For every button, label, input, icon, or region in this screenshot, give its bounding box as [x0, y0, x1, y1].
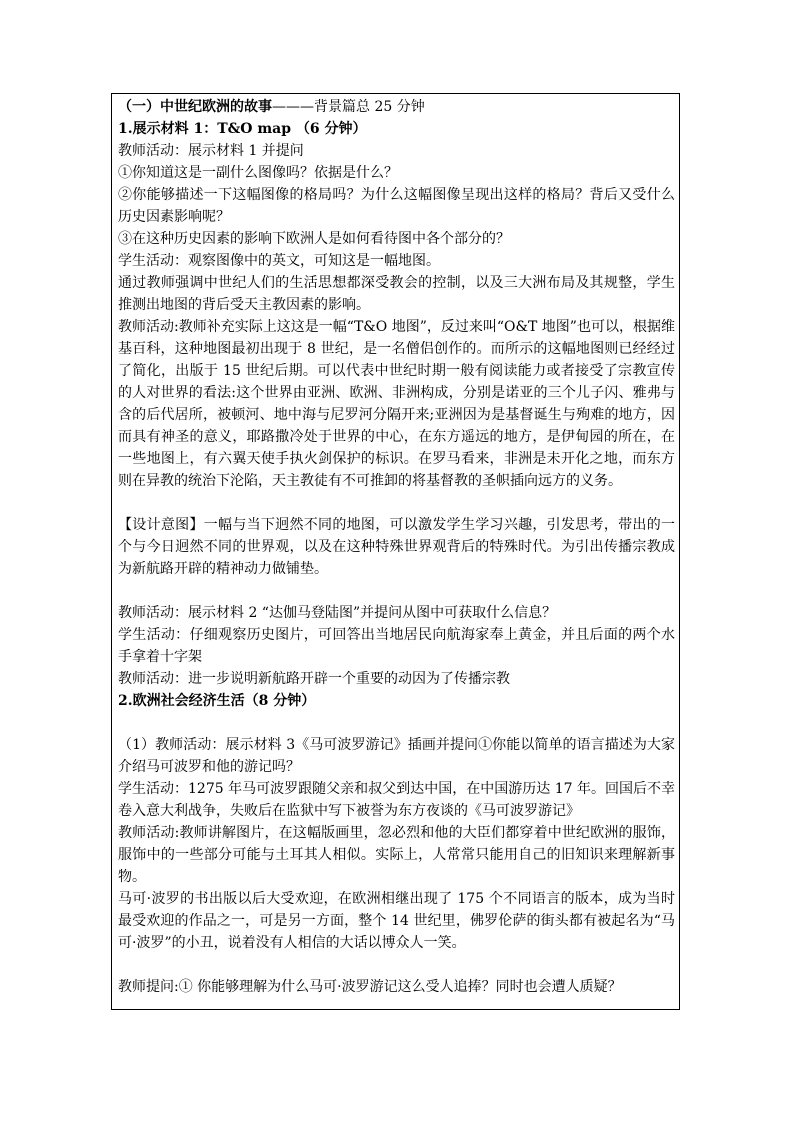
paragraph-marco-polo: 马可·波罗的书出版以后大受欢迎，在欧洲相继出现了 175 个不同语言的版本，成为当时最受欢迎的作品之一，可是另一方面，整个 14 世纪里，佛罗伦萨的街头都有被起名为“马可·波罗”的小丑，说着没有人相信的大话以博众人一笑。	[118, 891, 675, 951]
paragraph-inference: 通过教师强调中世纪人们的生活思想都深受教会的控制，以及三大洲布局及其规整，学生推测出地图的背后受天主教因素的影响。	[118, 275, 675, 313]
question-2: ②你能够描述一下这幅图像的格局吗？为什么这幅图像呈现出这样的格局？背后又受什么历史因素影响呢？	[118, 187, 675, 225]
spacer	[118, 954, 675, 976]
question-3: ③在这种历史因素的影响下欧洲人是如何看待图中各个部分的？	[118, 231, 510, 247]
paragraph-design-intent: 【设计意图】一幅与当下迥然不同的地图，可以激发学生学习兴趣，引发思考，带出的一个与今日迥然不同的世界观，以及在这种特殊世界观背后的特殊时代。为引出传播宗教成为新航路开辟的精神动力做铺垫。	[118, 517, 675, 577]
section-title-suffix: ———背景篇总 25 分钟	[272, 99, 425, 115]
spacer	[118, 580, 675, 602]
section-heading	[118, 96, 675, 118]
paragraph-teacher-question: 教师提问:① 你能够理解为什么马可·波罗游记这么受人追捧？同时也会遭人质疑？	[118, 979, 622, 995]
paragraph-teacher-activity-3: 教师活动：进一步说明新航路开辟一个重要的动因为了传播宗教	[118, 671, 510, 687]
section-title: （一）中世纪欧洲的故事	[118, 99, 272, 115]
part1-heading: 1.展示材料 1：T&O map （6 分钟）	[118, 121, 367, 137]
part2-heading: 2.欧洲社会经济生活（8 分钟）	[118, 693, 316, 709]
paragraph-teacher-activity-4: （1）教师活动：展示材料 3《马可波罗游记》插画并提问①你能以简单的语言描述为大家介绍马可波罗和他的游记吗？	[118, 737, 675, 775]
spacer	[118, 492, 675, 514]
paragraph-student-activity-3: 学生活动：1275 年马可波罗跟随父亲和叔父到达中国，在中国游历达 17 年。回国后不幸卷入意大利战争，失败后在监狱中写下被誉为东方夜谈的《马可波罗游记》	[118, 781, 675, 819]
spacer	[118, 712, 675, 734]
question-1: ①你知道这是一副什么图像吗？依据是什么？	[118, 165, 398, 181]
paragraph-student-activity-2: 学生活动：仔细观察历史图片，可回答出当地居民向航海家奉上黄金，并且后面的两个水手拿着十字架	[118, 627, 675, 665]
paragraph-teacher-explanation: 教师活动:教师讲解图片，在这幅版画里，忽必烈和他的大臣们都穿着中世纪欧洲的服饰，服饰中的一些部分可能与土耳其人相似。实际上，人常常只能用自己的旧知识来理解新事物。	[118, 825, 675, 885]
paragraph-teacher-supplement: 教师活动:教师补充实际上这这是一幅“T&O 地图”，反过来叫“O&T 地图”也可以，根据维基百科，这种地图最初出现于 8 世纪，是一名僧侣创作的。而所示的这幅地图则已经经过了简化，出版于 15 世纪后期。可以代表中世纪时期一般有阅读能力或者接受了宗教宣传的人对世界的看法:这个世界由亚洲、欧洲、非洲构成，分别是诺亚的三个儿子闪、雅弗与含的后代居所，被顿河、地中海与尼罗河分隔开来;亚洲因为是基督诞生与殉难的地方，因而具有神圣的意义，耶路撒冷处于世界的中心，在东方遥远的地方，是伊甸园的所在，在一些地图上，有六翼天使手执火剑保护的标识。在罗马看来，非洲是未开化之地，而东方则在异教的统治下沦陷，天主教徒有不可推卸的将基督教的圣帜插向远方的义务。	[118, 319, 675, 489]
paragraph-student-activity-1: 学生活动：观察图像中的英文，可知这是一幅地图。	[118, 253, 440, 269]
paragraph-teacher-activity-2: 教师活动：展示材料 2 “达伽马登陆图”并提问从图中可获取什么信息？	[118, 605, 557, 621]
paragraph-teacher-activity-1: 教师活动：展示材料 1 并提问	[118, 143, 304, 159]
lesson-plan-cell	[111, 93, 680, 1010]
